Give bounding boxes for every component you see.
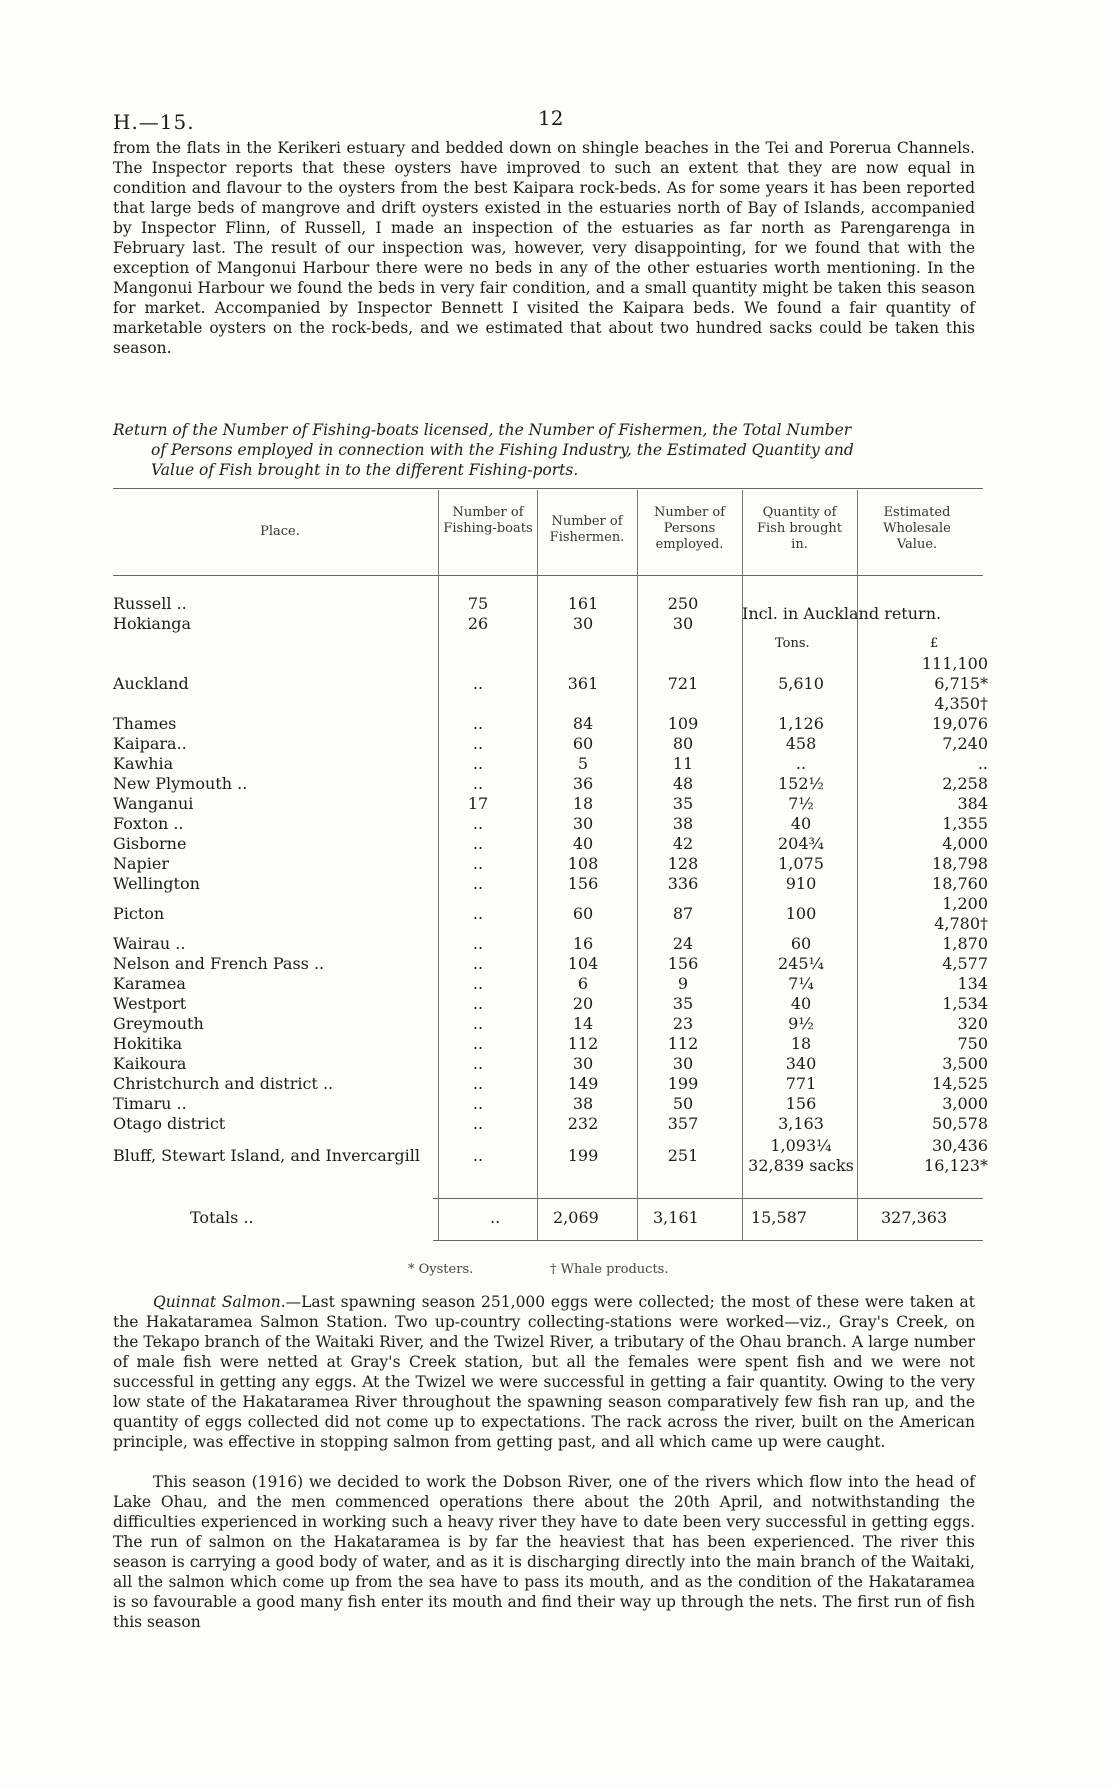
cell-persons: 42 <box>672 834 694 853</box>
cell-place: Gisborne <box>113 834 187 853</box>
header-boats: Number of Fishing-boats <box>443 505 533 536</box>
totals-quantity: 15,587 <box>751 1208 807 1227</box>
caption-line-3: Value of Fish brought in to the different Fishing-ports. <box>151 461 579 479</box>
cell-boats: .. <box>472 1054 484 1073</box>
cell-persons: 87 <box>672 904 694 923</box>
totals-persons: 3,161 <box>653 1208 699 1227</box>
table-row <box>113 954 988 974</box>
cell-boats: .. <box>472 754 484 773</box>
cell-value: 30,436 <box>932 1136 988 1155</box>
totals-label: Totals .. <box>190 1208 254 1227</box>
table-row <box>113 774 988 794</box>
cell-persons: 24 <box>672 934 694 953</box>
cell-persons: 357 <box>667 1114 699 1133</box>
cell-boats: .. <box>472 1014 484 1033</box>
table-row <box>113 714 988 734</box>
salmon-paragraph-2: This season (1916) we decided to work the Dobson River, one of the rivers which flow into the head of Lake Ohau, and the men commenced operations there about the 20th April, and notwithstanding the difficulties experienced in working such a heavy river they have to date been very successful in getting eggs. The run of salmon on the Hakataramea is by far the heaviest that has been experienced. The river this season is carrying a good body of water, and as it is discharging directly into the main branch of the Waitaki, all the salmon which come up from the sea have to pass its mouth, and as the condition of the Hakataramea is so favourable a good many fish enter its mouth and find their way up through the nets. The first run of fish this season <box>113 1473 975 1631</box>
cell-quantity-2: 32,839 sacks <box>748 1156 854 1175</box>
cell-persons: 35 <box>672 794 694 813</box>
table-row <box>113 1094 988 1114</box>
cell-fishermen: 20 <box>572 994 594 1013</box>
cell-value: 4,577 <box>942 954 988 973</box>
header-place: Place. <box>260 524 300 539</box>
cell-persons: 251 <box>667 1146 699 1165</box>
cell-value-2: 4,780† <box>934 914 988 933</box>
cell-boats: .. <box>472 1074 484 1093</box>
cell-value-2: 6,715* <box>934 674 988 693</box>
table-row <box>113 834 988 854</box>
cell-persons: 9 <box>677 974 689 993</box>
cell-boats: 26 <box>467 614 489 633</box>
cell-fishermen: 18 <box>572 794 594 813</box>
cell-boats: .. <box>472 674 484 693</box>
table-row <box>113 814 988 834</box>
cell-quantity: 152½ <box>777 774 825 793</box>
cell-quantity: 771 <box>785 1074 817 1093</box>
cell-persons: 23 <box>672 1014 694 1033</box>
table-row <box>113 1136 988 1175</box>
page-number: 12 <box>538 106 564 130</box>
cell-value: 134 <box>957 974 988 993</box>
cell-boats: .. <box>472 1034 484 1053</box>
cell-place: Picton <box>113 904 165 923</box>
cell-boats: .. <box>472 814 484 833</box>
cell-boats: 75 <box>467 594 489 613</box>
cell-persons: 199 <box>667 1074 699 1093</box>
cell-boats: .. <box>472 974 484 993</box>
table-bottom-rule <box>433 1240 983 1241</box>
table-row <box>113 854 988 874</box>
cell-fishermen: 30 <box>572 1054 594 1073</box>
cell-place: Bluff, Stewart Island, and Invercargill <box>113 1146 421 1165</box>
cell-value: 111,100 <box>921 654 988 673</box>
cell-fishermen: 104 <box>567 954 599 973</box>
cell-place: Kawhia <box>113 754 174 773</box>
cell-fishermen: 36 <box>572 774 594 793</box>
cell-value: 50,578 <box>932 1114 988 1133</box>
cell-place: Wanganui <box>113 794 194 813</box>
cell-value: 1,870 <box>942 934 988 953</box>
cell-fishermen: 38 <box>572 1094 594 1113</box>
table-row <box>113 1014 988 1034</box>
table-row <box>113 1074 988 1094</box>
cell-place: Wairau .. <box>113 934 186 953</box>
cell-place: Otago district <box>113 1114 226 1133</box>
cell-value: 2,258 <box>942 774 988 793</box>
cell-persons: 156 <box>667 954 699 973</box>
cell-quantity: 458 <box>785 734 817 753</box>
salmon-text-1: —Last spawning season 251,000 eggs were collected; the most of these were taken at the Hakataramea Salmon Station. Two up-country collecting-stations were worked—viz., Gray's Creek, on the Tekapo branch of the Waitaki River, and the Twizel River, a tributary of the Ohau branch. A large number of male fish were netted at Gray's Creek station, but all the females were spent fish and we were not successful in getting any eggs. At the Twizel we were successful in getting a fair quantity. Owing to the very low state of the Hakataramea River throughout the spawning season comparatively few fish ran up, and the quantity of eggs collected did not come up to expectations. The rack across the river, built on the American principle, was effective in stopping salmon from getting past, and all which came up were caught. <box>113 1293 975 1451</box>
cell-quantity: 245¼ <box>777 954 825 973</box>
cell-quantity: 7¼ <box>788 974 814 993</box>
table-row <box>113 894 988 933</box>
cell-quantity: 100 <box>785 904 817 923</box>
cell-persons: 48 <box>672 774 694 793</box>
cell-persons: 128 <box>667 854 699 873</box>
caption-line-2: of Persons employed in connection with the Fishing Industry, the Estimated Quantity and <box>151 441 854 459</box>
table-row <box>113 754 988 774</box>
cell-place: Auckland <box>113 674 189 693</box>
table-row <box>113 994 988 1014</box>
cell-persons: 109 <box>667 714 699 733</box>
cell-persons: 30 <box>672 1054 694 1073</box>
cell-persons: 336 <box>667 874 699 893</box>
cell-fishermen: 84 <box>572 714 594 733</box>
footnote-oysters: * Oysters. <box>408 1262 474 1277</box>
cell-persons: 80 <box>672 734 694 753</box>
cell-fishermen: 60 <box>572 904 594 923</box>
cell-place: Greymouth <box>113 1014 204 1033</box>
cell-fishermen: 161 <box>567 594 599 613</box>
cell-fishermen: 60 <box>572 734 594 753</box>
cell-boats: .. <box>472 854 484 873</box>
cell-fishermen: 16 <box>572 934 594 953</box>
totals-value: 327,363 <box>881 1208 948 1227</box>
header-fishermen: Number of Fishermen. <box>549 514 625 545</box>
cell-value: 3,000 <box>942 1094 988 1113</box>
cell-value: 14,525 <box>932 1074 988 1093</box>
cell-quantity: 5,610 <box>778 674 824 693</box>
cell-place: Hokitika <box>113 1034 183 1053</box>
cell-quantity: 3,163 <box>778 1114 824 1133</box>
cell-quantity: 7½ <box>788 794 814 813</box>
cell-quantity: 340 <box>785 1054 817 1073</box>
table-row <box>113 874 988 894</box>
table-row <box>113 734 988 754</box>
cell-boats: .. <box>472 1146 484 1165</box>
cell-boats: .. <box>472 1114 484 1133</box>
cell-fishermen: 149 <box>567 1074 599 1093</box>
cell-place: Foxton .. <box>113 814 184 833</box>
cell-persons: 38 <box>672 814 694 833</box>
cell-boats: .. <box>472 904 484 923</box>
cell-quantity: 1,093¼ <box>770 1136 832 1155</box>
cell-fishermen: 112 <box>567 1034 599 1053</box>
cell-value: 1,200 <box>942 894 988 913</box>
footnote-whale: † Whale products. <box>550 1262 669 1277</box>
cell-persons: 30 <box>672 614 694 633</box>
cell-persons: 112 <box>667 1034 699 1053</box>
table-row <box>113 794 988 814</box>
cell-quantity: 910 <box>785 874 817 893</box>
header-bottom-rule <box>113 575 983 576</box>
cell-place: Westport <box>113 994 187 1013</box>
cell-value: 18,798 <box>932 854 988 873</box>
cell-value: 4,000 <box>942 834 988 853</box>
header-persons: Number of Persons employed. <box>653 505 726 552</box>
cell-value: 7,240 <box>942 734 988 753</box>
cell-fishermen: 232 <box>567 1114 599 1133</box>
cell-place: Christchurch and district .. <box>113 1074 334 1093</box>
cell-quantity: 40 <box>790 994 812 1013</box>
cell-boats: .. <box>472 734 484 753</box>
cell-quantity: 18 <box>790 1034 812 1053</box>
totals-fishermen: 2,069 <box>553 1208 599 1227</box>
cell-boats: .. <box>472 954 484 973</box>
cell-value: .. <box>977 754 988 773</box>
cell-boats: .. <box>472 934 484 953</box>
cell-place: Wellington <box>113 874 200 893</box>
cell-quantity: .. <box>795 754 807 773</box>
salmon-paragraph-1 <box>113 1292 975 1452</box>
cell-value: 320 <box>957 1014 988 1033</box>
cell-boats: .. <box>472 834 484 853</box>
cell-value: 19,076 <box>932 714 988 733</box>
cell-value-3: 4,350† <box>934 694 988 713</box>
cell-quantity: 9½ <box>788 1014 814 1033</box>
cell-quantity: 1,126 <box>778 714 824 733</box>
cell-boats: .. <box>472 774 484 793</box>
cell-quantity: 40 <box>790 814 812 833</box>
cell-place: Thames <box>113 714 177 733</box>
cell-place: Kaikoura <box>113 1054 187 1073</box>
totals-boats: .. <box>490 1208 501 1227</box>
cell-fishermen: 6 <box>577 974 589 993</box>
cell-fishermen: 156 <box>567 874 599 893</box>
table-top-rule <box>113 488 983 489</box>
cell-persons: 35 <box>672 994 694 1013</box>
cell-place: Napier <box>113 854 170 873</box>
table-row <box>113 974 988 994</box>
cell-quantity: 204¾ <box>777 834 825 853</box>
cell-value: 1,355 <box>942 814 988 833</box>
cell-place: New Plymouth .. <box>113 774 248 793</box>
cell-place: Kaipara.. <box>113 734 187 753</box>
page-ref: H.—15. <box>113 110 195 134</box>
cell-value-2: 16,123* <box>924 1156 988 1175</box>
table-row <box>113 1054 988 1074</box>
cell-persons: 250 <box>667 594 699 613</box>
cell-quantity: 1,075 <box>778 854 824 873</box>
table-row <box>113 1034 988 1054</box>
cell-fishermen: 14 <box>572 1014 594 1033</box>
intro-paragraph: from the flats in the Kerikeri estuary and bedded down on shingle beaches in the Tei and Porerua Channels. The Inspector reports that these oysters have improved to such an extent that they are now equal in condition and flavour to the oysters from the best Kaipara rock-beds. As for some years it has been reported that large beds of mangrove and drift oysters existed in the estuaries north of Bay of Islands, accompanied by Inspector Flinn, of Russell, I made an inspection of the estuaries as far north as Parengarenga in February last. The result of our inspection was, however, very disappointing, for we found that with the exception of Mangonui Harbour there were no beds in any of the other estuaries worth mentioning. In the Mangonui Harbour we found the beds in very fair condition, and a small quantity might be taken this season for market. Accompanied by Inspector Bennett I visited the Kaipara beds. We found a fair quantity of marketable oysters on the rock-beds, and we estimated that about two hundred sacks could be taken this season. <box>113 139 975 357</box>
cell-value: 750 <box>957 1034 988 1053</box>
cell-fishermen: 5 <box>577 754 589 773</box>
totals-rule <box>433 1198 983 1199</box>
table-caption <box>113 420 983 480</box>
cell-fishermen: 40 <box>572 834 594 853</box>
cell-fishermen: 108 <box>567 854 599 873</box>
header-quantity: Quantity of Fish brought in. <box>756 505 842 552</box>
cell-fishermen: 361 <box>567 674 599 693</box>
cell-boats: .. <box>472 874 484 893</box>
cell-value: 1,534 <box>942 994 988 1013</box>
cell-quantity: 156 <box>785 1094 817 1113</box>
cell-place: Russell .. <box>113 594 187 613</box>
header-value: Estimated Wholesale Value. <box>883 505 951 552</box>
cell-value: 384 <box>957 794 988 813</box>
cell-boats: .. <box>472 994 484 1013</box>
cell-persons: 50 <box>672 1094 694 1113</box>
unit-tons: Tons. <box>775 636 810 651</box>
cell-place: Timaru .. <box>113 1094 187 1113</box>
table-row <box>113 654 988 713</box>
cell-fishermen: 30 <box>572 614 594 633</box>
cell-quantity: 60 <box>790 934 812 953</box>
table-row <box>113 1114 988 1134</box>
cell-value: 18,760 <box>932 874 988 893</box>
cell-fishermen: 30 <box>572 814 594 833</box>
cell-value: 3,500 <box>942 1054 988 1073</box>
cell-place: Karamea <box>113 974 186 993</box>
cell-place: Hokianga <box>113 614 192 633</box>
incl-note: Incl. in Auckland return. <box>742 604 942 623</box>
table-row <box>113 934 988 954</box>
salmon-heading: Quinnat Salmon. <box>153 1293 286 1311</box>
unit-pounds: £ <box>930 636 939 651</box>
cell-boats: 17 <box>467 794 489 813</box>
cell-persons: 721 <box>667 674 699 693</box>
caption-line-1: Return of the Number of Fishing-boats licensed, the Number of Fishermen, the Total Number <box>113 421 852 439</box>
cell-place: Nelson and French Pass .. <box>113 954 325 973</box>
cell-fishermen: 199 <box>567 1146 599 1165</box>
cell-persons: 11 <box>672 754 694 773</box>
cell-boats: .. <box>472 714 484 733</box>
cell-boats: .. <box>472 1094 484 1113</box>
